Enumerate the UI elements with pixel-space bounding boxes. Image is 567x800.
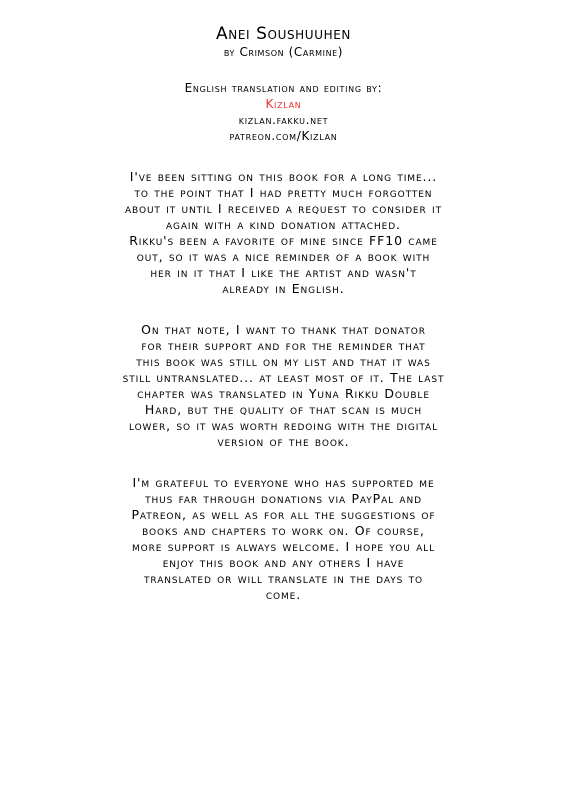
paragraph-line: version of the book.: [217, 434, 350, 449]
paragraph-line: still untranslated... at least most of it. The last: [122, 370, 445, 385]
paragraph-line: this book was still on my list and that it was: [136, 354, 431, 369]
translator-name: Kizlan: [265, 97, 302, 111]
paragraph-line: come.: [265, 587, 302, 602]
paragraph-line: her in it that I like the artist and wasn't: [150, 265, 417, 280]
paragraph-line: Patreon, as well as for all the suggestions of: [131, 507, 436, 522]
paragraph-intro: [0, 169, 567, 297]
paragraph-line: I've been sitting on this book for a long time...: [129, 169, 438, 184]
paragraph-line: lower, so it was worth redoing with the digital: [128, 418, 439, 433]
paragraph-line: chapter was translated in Yuna Rikku Double: [137, 386, 430, 401]
translator-patreon-link[interactable]: patreon.com/Kizlan: [229, 129, 338, 143]
paragraph-line: more support is always welcome. I hope you all: [131, 539, 435, 554]
paragraph-thanks: [0, 322, 567, 450]
paragraph-line: for their support and for the reminder that: [141, 338, 426, 353]
credits-block: [0, 80, 567, 144]
paragraph-line: On that note, I want to thank that donator: [141, 322, 426, 337]
paragraph-line: thus far through donations via PayPal and: [145, 491, 422, 506]
credits-label: English translation and editing by:: [184, 81, 383, 95]
paragraph-line: to the point that I had pretty much forgotten: [134, 185, 433, 200]
paragraph-line: translated or will translate in the days to: [144, 571, 423, 586]
translator-site-link[interactable]: kizlan.fakku.net: [238, 113, 329, 127]
paragraph-gratitude: [0, 475, 567, 603]
book-title: Anei Soushuuhen: [216, 24, 351, 44]
author-byline: by Crimson (Carmine): [223, 45, 344, 59]
paragraph-line: out, so it was a nice reminder of a book with: [136, 249, 431, 264]
paragraph-line: Hard, but the quality of that scan is much: [144, 402, 423, 417]
paragraph-line: I'm grateful to everyone who has supported me: [132, 475, 435, 490]
paragraph-line: Rikku's been a favorite of mine since FF10 came: [129, 233, 438, 248]
paragraph-line: books and chapters to work on. Of course,: [142, 523, 425, 538]
paragraph-line: enjoy this book and any others I have: [162, 555, 405, 570]
paragraph-line: about it until I received a request to consider it: [124, 201, 442, 216]
paragraph-line: again with a kind donation attached.: [166, 217, 401, 232]
paragraph-line: already in English.: [222, 281, 345, 296]
